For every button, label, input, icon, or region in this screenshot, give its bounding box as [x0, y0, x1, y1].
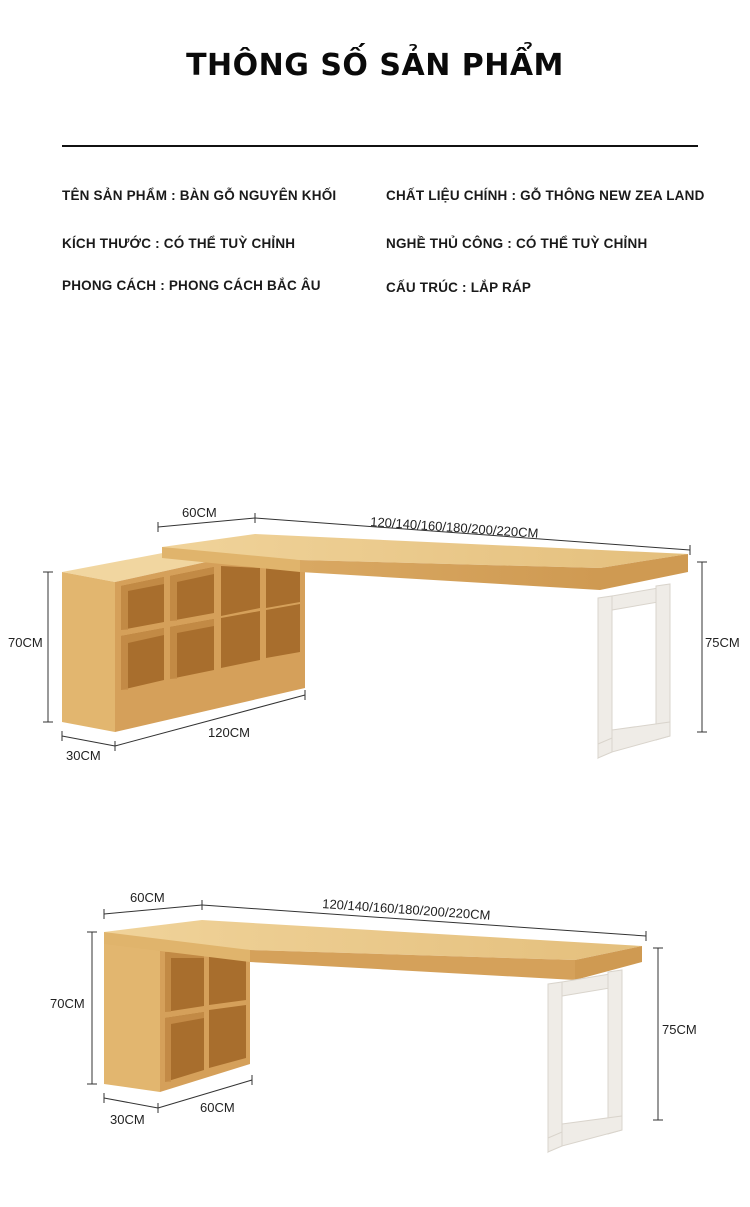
divider [62, 145, 698, 147]
desk-leg [598, 584, 670, 758]
cabinet-narrow [104, 942, 250, 1092]
label-top-depth: 60CM [182, 505, 217, 520]
label-cabinet-length: 60CM [200, 1100, 235, 1115]
desk-diagram-narrow-cabinet [0, 880, 750, 1170]
desk-diagram-wide-cabinet [0, 490, 750, 780]
label-cabinet-height: 70CM [50, 996, 85, 1011]
label-desk-height: 75CM [662, 1022, 697, 1037]
label-desk-height: 75CM [705, 635, 740, 650]
spec-size: KÍCH THƯỚC : CÓ THỂ TUỲ CHỈNH [62, 236, 296, 251]
page-title: THÔNG SỐ SẢN PHẨM [186, 48, 564, 83]
label-top-length: 120/140/160/180/200/220CM [321, 896, 491, 923]
spec-product-name: TÊN SẢN PHẨM : BÀN GỖ NGUYÊN KHỐI [62, 188, 337, 203]
label-cabinet-height: 70CM [8, 635, 43, 650]
spec-style: PHONG CÁCH : PHONG CÁCH BẮC ÂU [62, 278, 321, 293]
spec-structure: CẤU TRÚC : LẮP RÁP [386, 280, 532, 295]
label-top-length: 120/140/160/180/200/220CM [369, 514, 539, 541]
label-cabinet-depth: 30CM [66, 748, 101, 763]
label-cabinet-length: 120CM [208, 725, 250, 740]
spec-material: CHẤT LIỆU CHÍNH : GỖ THÔNG NEW ZEA LAND [386, 188, 705, 203]
label-cabinet-depth: 30CM [110, 1112, 145, 1127]
label-top-depth: 60CM [130, 890, 165, 905]
spec-craft: NGHỀ THỦ CÔNG : CÓ THỂ TUỲ CHỈNH [386, 236, 648, 251]
desk-leg [548, 970, 622, 1152]
